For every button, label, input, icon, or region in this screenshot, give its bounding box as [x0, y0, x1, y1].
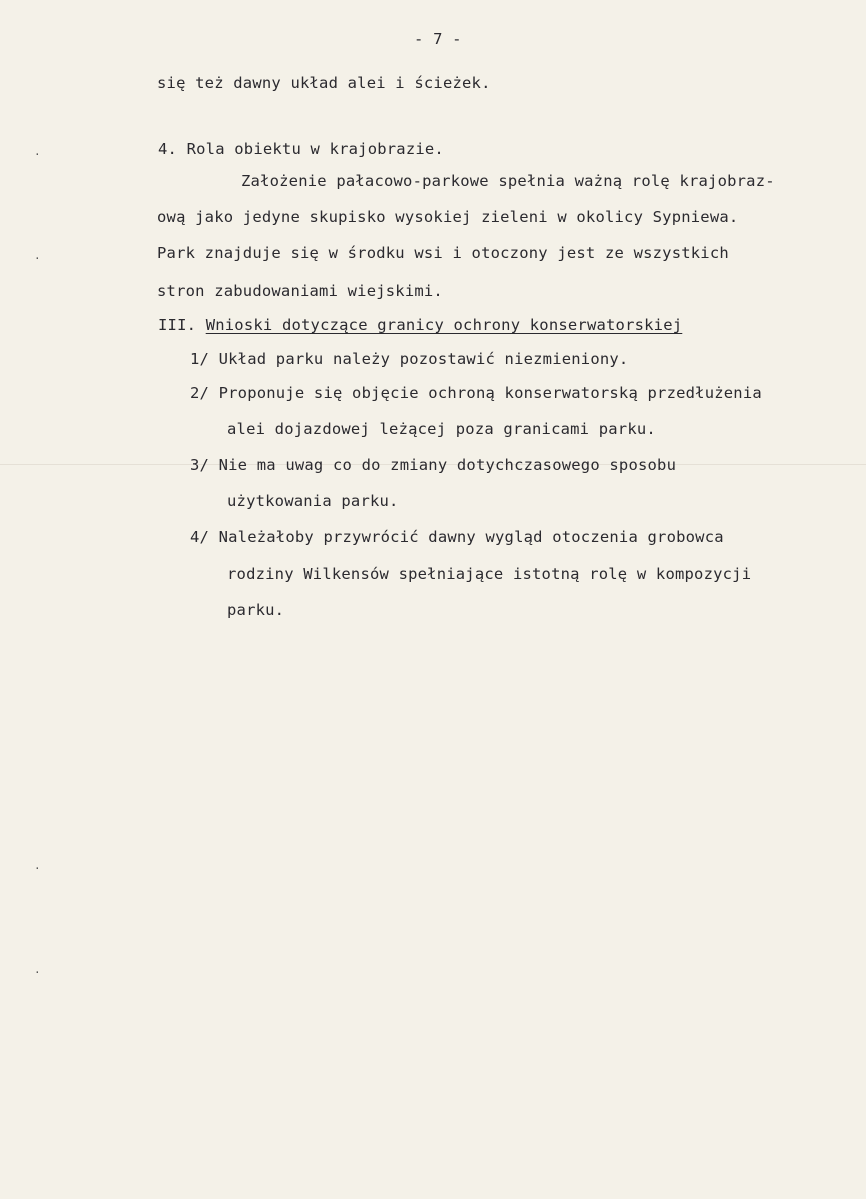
text-line: się też dawny układ alei i ścieżek. [157, 74, 491, 92]
section-4-heading: 4. Rola obiektu w krajobrazie. [158, 140, 444, 158]
text-line: stron zabudowaniami wiejskimi. [157, 282, 443, 300]
list-item: 3/ Nie ma uwag co do zmiany dotychczasowego sposobu [190, 456, 677, 474]
list-item: 4/ Należałoby przywrócić dawny wygląd otoczenia grobowca [190, 528, 724, 546]
page-number: - 7 - [414, 30, 462, 48]
section-3-heading [158, 316, 682, 334]
section-3-number: III. [158, 316, 197, 334]
list-item-continuation: użytkowania parku. [227, 492, 399, 510]
text-line: Założenie pałacowo-parkowe spełnia ważną rolę krajobraz- [241, 172, 775, 190]
list-item-continuation: parku. [227, 601, 285, 619]
list-item: 1/ Układ parku należy pozostawić niezmieniony. [190, 350, 629, 368]
binding-hole-mark: ⋅ [34, 966, 41, 979]
text-line: Park znajduje się w środku wsi i otoczony jest ze wszystkich [157, 244, 729, 262]
list-item: 2/ Proponuje się objęcie ochroną konserwatorską przedłużenia [190, 384, 762, 402]
binding-hole-mark: ⋅ [34, 862, 41, 875]
section-3-title: Wnioski dotyczące granicy ochrony konserwatorskiej [205, 316, 683, 334]
binding-hole-mark: ⋅ [34, 252, 41, 265]
list-item-continuation: alei dojazdowej leżącej poza granicami parku. [227, 420, 656, 438]
list-item-continuation: rodziny Wilkensów spełniające istotną rolę w kompozycji [227, 565, 752, 583]
binding-hole-mark: ⋅ [34, 148, 41, 161]
text-line: ową jako jedyne skupisko wysokiej zieleni w okolicy Sypniewa. [157, 208, 739, 226]
